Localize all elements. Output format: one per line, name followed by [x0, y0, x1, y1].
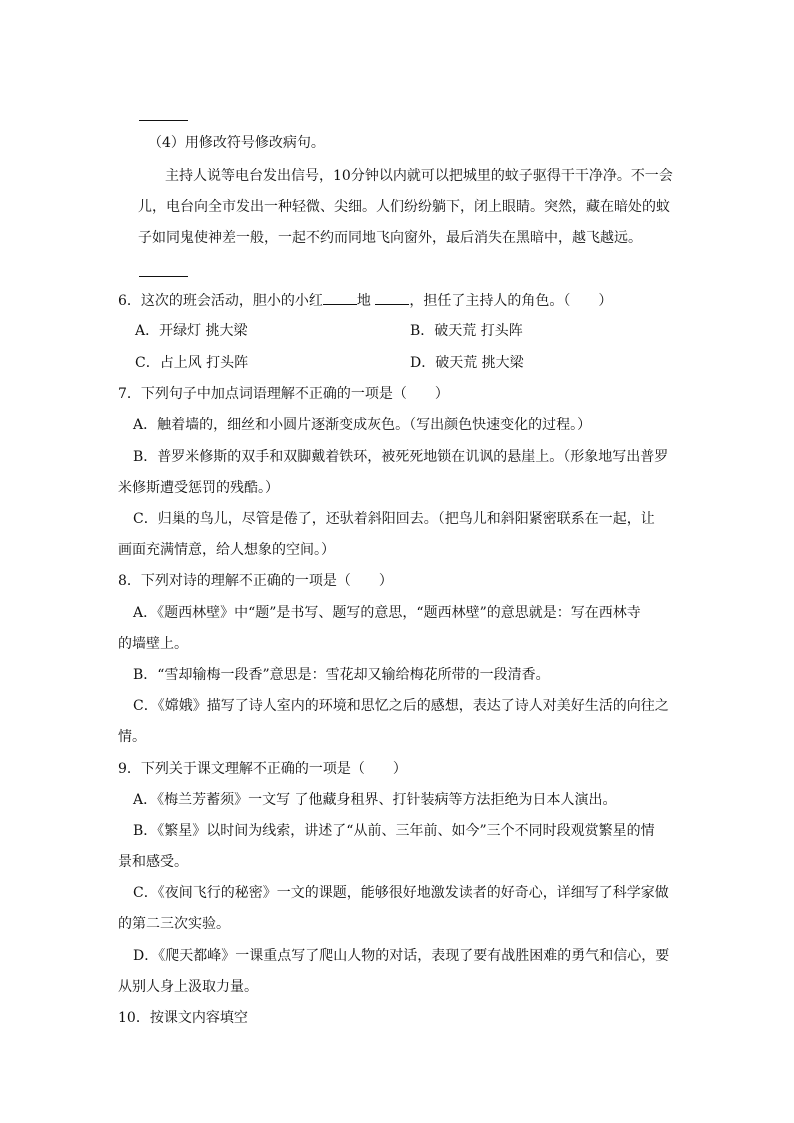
question-9-option-a[interactable]: A．《梅兰芳蓄须》一文写 了他藏身租界、打针装病等方法拒绝为日本人演出。	[133, 792, 617, 808]
sub-question-title: （4）用修改符号修改病句。	[148, 135, 325, 151]
question-9-option-d-cont: 从别人身上汲取力量。	[118, 979, 258, 995]
question-6-stem	[118, 290, 612, 311]
question-9-option-c[interactable]: C．《夜间飞行的秘密》一文的课题，能够很好地激发读者的好奇心，详细写了科学家做	[133, 885, 669, 901]
passage-line-1: 主持人说等电台发出信号，10分钟以内就可以把城里的蚊子驱得干干净净。不一会	[165, 168, 673, 184]
question-9-option-b-cont: 景和感受。	[118, 854, 188, 870]
answer-line	[139, 120, 188, 121]
option-a[interactable]: A．开绿灯 挑大梁	[135, 323, 248, 339]
question-9-option-b[interactable]: B．《繁星》以时间为线索，讲述了“从前、三年前、如今”三个不同时段观赏繁星的情	[133, 823, 655, 839]
question-9-option-d[interactable]: D．《爬天都峰》一课重点写了爬山人物的对话，表现了要有战胜困难的勇气和信心，要	[133, 948, 670, 964]
option-c[interactable]: C．占上风 打头阵	[135, 355, 249, 371]
question-9-option-c-cont: 的第二三次实验。	[118, 916, 230, 932]
question-7-option-a[interactable]: A．触着墙的，细丝和小圆片逐渐变成灰色。（写出颜色快速变化的过程。）	[133, 417, 592, 433]
answer-line	[139, 276, 188, 277]
question-6-stem-part-1: 6．这次的班会活动，胆小的小红	[118, 293, 323, 309]
question-8-option-a-cont: 的墙壁上。	[118, 636, 188, 652]
option-b[interactable]: B．破天荒 打头阵	[410, 323, 523, 339]
question-8-option-c[interactable]: C．《嫦娥》描写了诗人室内的环境和思忆之后的感想，表达了诗人对美好生活的向往之	[133, 698, 669, 714]
question-7-option-b[interactable]: B．普罗米修斯的双手和双脚戴着铁环，被死死地锁在讥讽的悬崖上。（形象地写出普罗	[133, 449, 669, 465]
question-9-stem: 9．下列关于课文理解不正确的一项是（ ）	[118, 761, 407, 777]
option-d[interactable]: D．破天荒 挑大梁	[410, 355, 524, 371]
question-7-option-b-cont: 米修斯遭受惩罚的残酷。）	[118, 480, 279, 496]
question-6-stem-part-2: 地	[356, 293, 376, 309]
question-7-stem: 7．下列句子中加点词语理解不正确的一项是（ ）	[118, 386, 449, 402]
question-7-option-c-cont: 画面充满情意，给人想象的空间。）	[118, 542, 335, 558]
question-8-option-c-cont: 情。	[118, 729, 146, 745]
passage-line-2: 儿，电台向全市发出一种轻微、尖细。人们纷纷躺下，闭上眼睛。突然，藏在暗处的蚊	[138, 199, 670, 215]
question-7-option-c[interactable]: C．归巢的鸟儿，尽管是倦了，还驮着斜阳回去。（把鸟儿和斜阳紧密联系在一起，让	[133, 511, 655, 527]
passage-line-3: 子如同鬼使神差一般，一起不约而同地飞向窗外，最后消失在黑暗中，越飞越远。	[138, 230, 642, 246]
question-8-option-a[interactable]: A．《题西林壁》中“题”是书写、题写的意思，“题西林壁”的意思就是：写在西林寺	[133, 605, 641, 621]
question-8-stem: 8．下列对诗的理解不正确的一项是（ ）	[118, 573, 393, 589]
question-6-stem-part-3: ，担任了主持人的角色。（ ）	[409, 293, 613, 309]
question-8-option-b[interactable]: B．“雪却输梅一段香”意思是：雪花却又输给梅花所带的一段清香。	[133, 667, 550, 683]
fill-blank-1[interactable]	[323, 290, 357, 305]
fill-blank-2[interactable]	[375, 290, 409, 305]
question-10-stem: 10．按课文内容填空	[118, 1010, 248, 1026]
